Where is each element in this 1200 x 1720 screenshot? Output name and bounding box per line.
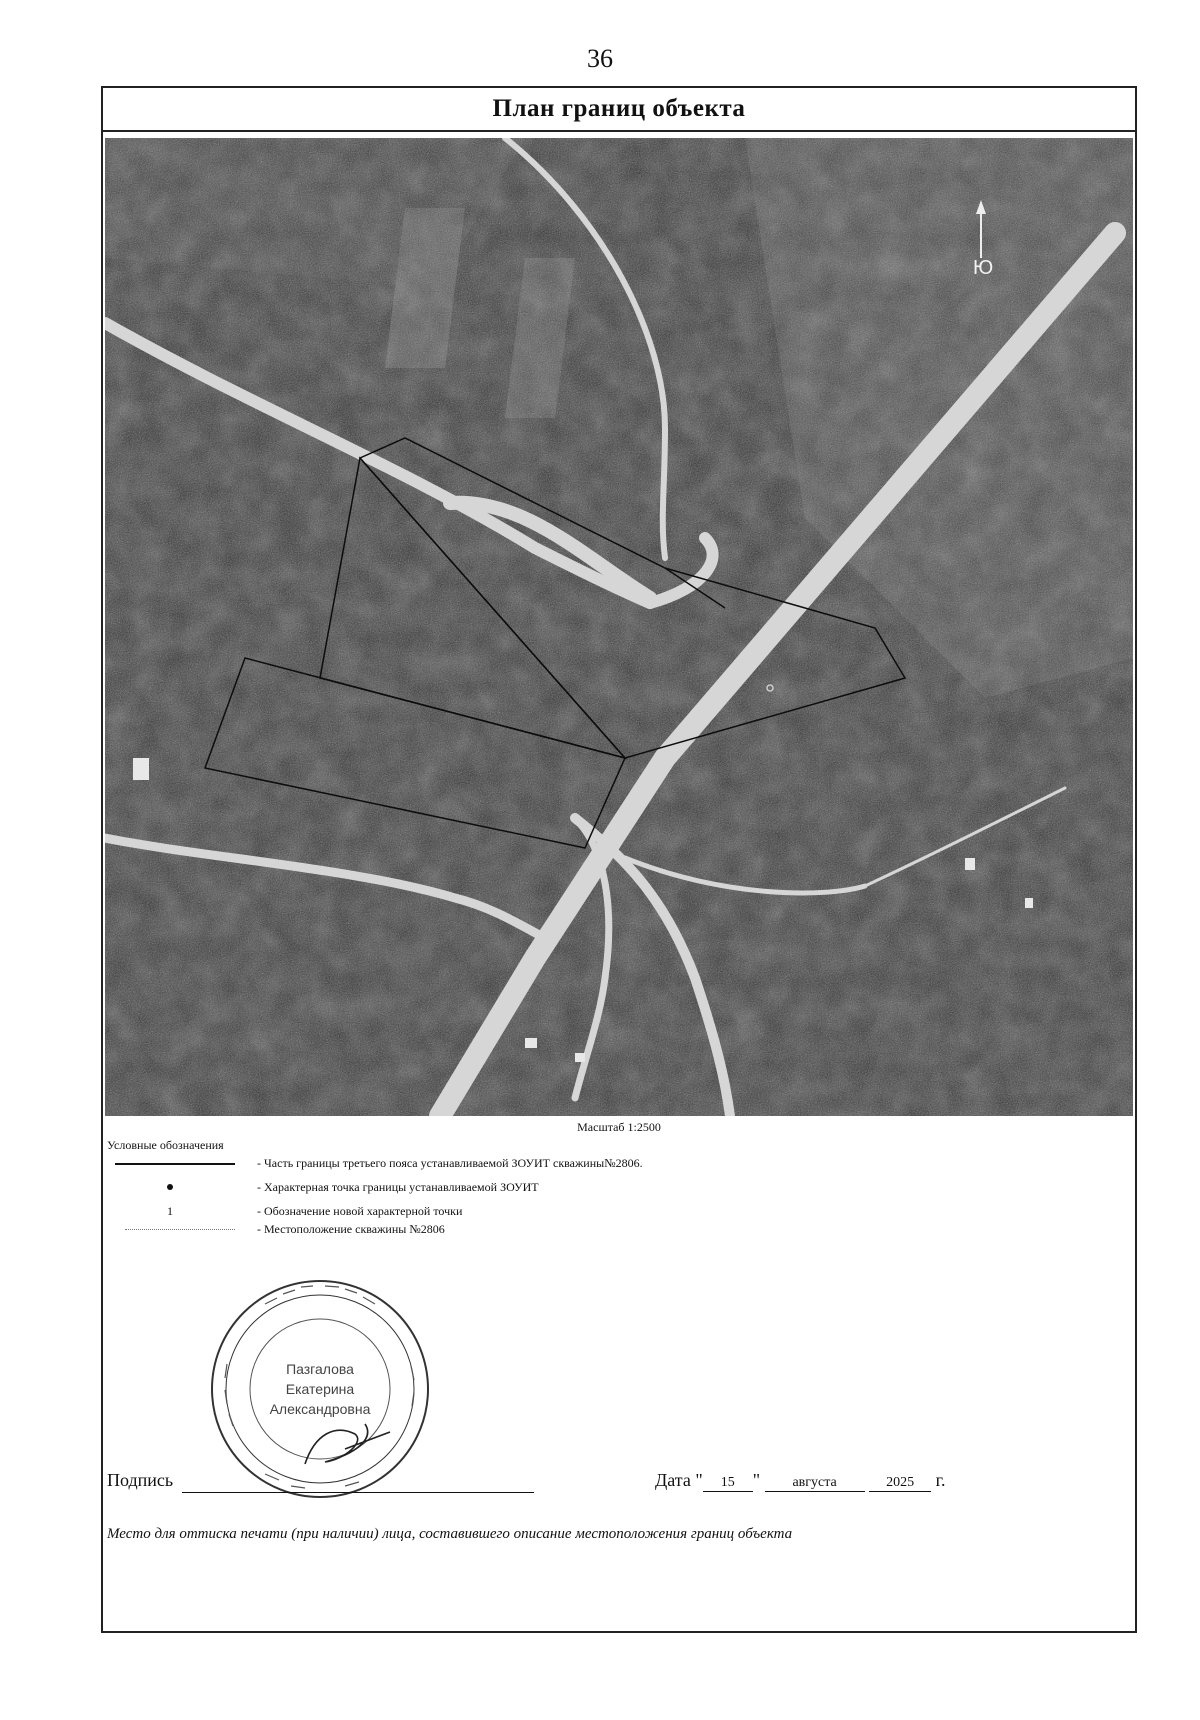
building — [133, 758, 149, 780]
document-frame — [101, 86, 1137, 1633]
building — [575, 1053, 585, 1062]
page-title: План границ объекта — [103, 88, 1135, 132]
stamp-name-line: Екатерина — [285, 1381, 355, 1397]
signature-label: Подпись — [107, 1470, 174, 1490]
legend-dashed-symbol — [125, 1229, 235, 1230]
aerial-map — [105, 138, 1133, 1116]
building — [1025, 898, 1033, 908]
date-label: Дата " — [655, 1470, 703, 1490]
date-separator: " — [752, 1470, 761, 1490]
building — [525, 1038, 537, 1048]
stamp-place-note: Место для оттиска печати (при наличии) лица, составившего описание местоположения границ объекта — [107, 1526, 793, 1542]
stamp-name-line: Пазгалова — [286, 1361, 354, 1377]
legend-number-symbol: 1 — [167, 1204, 173, 1218]
building — [965, 858, 975, 870]
stamp-name-line: Александровна — [269, 1401, 371, 1417]
date-block — [655, 1470, 945, 1492]
legend-item-text: - Обозначение новой характерной точки — [257, 1204, 463, 1218]
date-suffix: г. — [935, 1470, 946, 1490]
legend-line-symbol — [115, 1163, 235, 1165]
date-year: 2025 — [869, 1475, 931, 1492]
north-label: Ю — [973, 257, 994, 279]
map-scale: Масштаб 1:2500 — [577, 1120, 661, 1134]
date-day: 15 — [703, 1475, 753, 1492]
date-month: августа — [765, 1475, 865, 1492]
signature-row — [107, 1470, 1127, 1500]
legend-title: Условные обозначения — [107, 1138, 224, 1152]
legend-dot-symbol — [167, 1184, 173, 1190]
page-number: 36 — [587, 44, 613, 73]
legend-item-text: - Часть границы третьего пояса устанавливаемой ЗОУИТ скважины№2806. — [257, 1156, 643, 1170]
legend-item-text: - Характерная точка границы устанавливаемой ЗОУИТ — [257, 1180, 539, 1194]
legend-item-text: - Местоположение скважины №2806 — [257, 1222, 445, 1236]
aerial-map-image — [105, 138, 1133, 1116]
signature-line — [182, 1492, 534, 1493]
